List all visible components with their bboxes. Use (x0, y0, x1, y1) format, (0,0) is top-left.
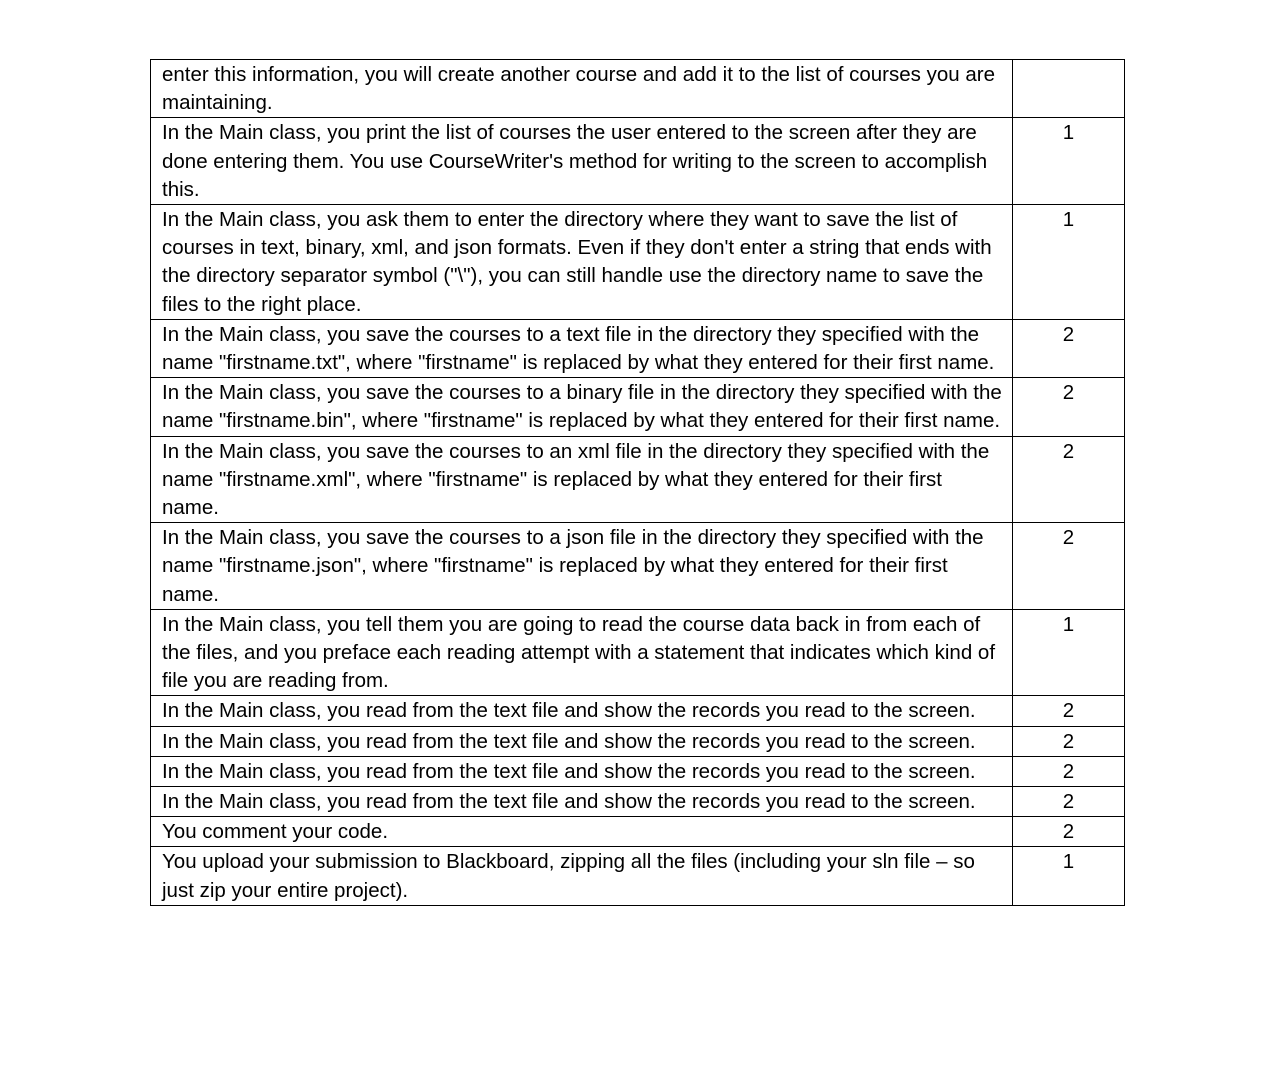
criterion-description: enter this information, you will create another course and add it to the list of courses you are maintaining. (151, 60, 1013, 118)
table-row (151, 205, 1125, 320)
criterion-description: In the Main class, you tell them you are going to read the course data back in from each of the files, and you preface each reading attempt with a statement that indicates which kind of file you are reading from. (151, 609, 1013, 696)
criterion-description: In the Main class, you read from the text file and show the records you read to the screen. (151, 696, 1013, 726)
criterion-description: In the Main class, you save the courses to a json file in the directory they specified with the name "firstname.json", where "firstname" is replaced by what they entered for their first name. (151, 523, 1013, 610)
criterion-points: 1 (1013, 118, 1125, 205)
criterion-points: 1 (1013, 205, 1125, 320)
criterion-points: 2 (1013, 696, 1125, 726)
table-row (151, 756, 1125, 786)
criterion-description: In the Main class, you print the list of courses the user entered to the screen after they are done entering them. You use CourseWriter's method for writing to the screen to accomplish this. (151, 118, 1013, 205)
criterion-points: 2 (1013, 436, 1125, 523)
table-row (151, 847, 1125, 905)
criterion-points: 2 (1013, 523, 1125, 610)
criterion-description: In the Main class, you save the courses to a binary file in the directory they specified with the name "firstname.bin", where "firstname" is replaced by what they entered for their first name. (151, 378, 1013, 436)
criterion-points: 1 (1013, 847, 1125, 905)
table-row (151, 436, 1125, 523)
rubric-body (151, 60, 1125, 906)
table-row (151, 319, 1125, 377)
table-row (151, 118, 1125, 205)
table-row (151, 378, 1125, 436)
criterion-description: You comment your code. (151, 817, 1013, 847)
table-row (151, 787, 1125, 817)
criterion-description: In the Main class, you save the courses to an xml file in the directory they specified with the name "firstname.xml", where "firstname" is replaced by what they entered for their first name. (151, 436, 1013, 523)
rubric-table (150, 59, 1125, 906)
criterion-points: 2 (1013, 817, 1125, 847)
table-row (151, 60, 1125, 118)
table-row (151, 726, 1125, 756)
criterion-description: In the Main class, you ask them to enter the directory where they want to save the list of courses in text, binary, xml, and json formats. Even if they don't enter a string that ends with the directory separator symbol ("\"), you can still handle use the directory name to save the files to the right place. (151, 205, 1013, 320)
criterion-points: 2 (1013, 756, 1125, 786)
criterion-points: 1 (1013, 609, 1125, 696)
criterion-description: In the Main class, you read from the text file and show the records you read to the screen. (151, 726, 1013, 756)
criterion-description: In the Main class, you read from the text file and show the records you read to the screen. (151, 787, 1013, 817)
criterion-points (1013, 60, 1125, 118)
table-row (151, 523, 1125, 610)
criterion-points: 2 (1013, 726, 1125, 756)
criterion-description: In the Main class, you read from the text file and show the records you read to the screen. (151, 756, 1013, 786)
table-row (151, 609, 1125, 696)
criterion-description: In the Main class, you save the courses to a text file in the directory they specified with the name "firstname.txt", where "firstname" is replaced by what they entered for their first name. (151, 319, 1013, 377)
criterion-points: 2 (1013, 378, 1125, 436)
criterion-points: 2 (1013, 319, 1125, 377)
table-row (151, 696, 1125, 726)
criterion-description: You upload your submission to Blackboard, zipping all the files (including your sln file – so just zip your entire project). (151, 847, 1013, 905)
criterion-points: 2 (1013, 787, 1125, 817)
table-row (151, 817, 1125, 847)
